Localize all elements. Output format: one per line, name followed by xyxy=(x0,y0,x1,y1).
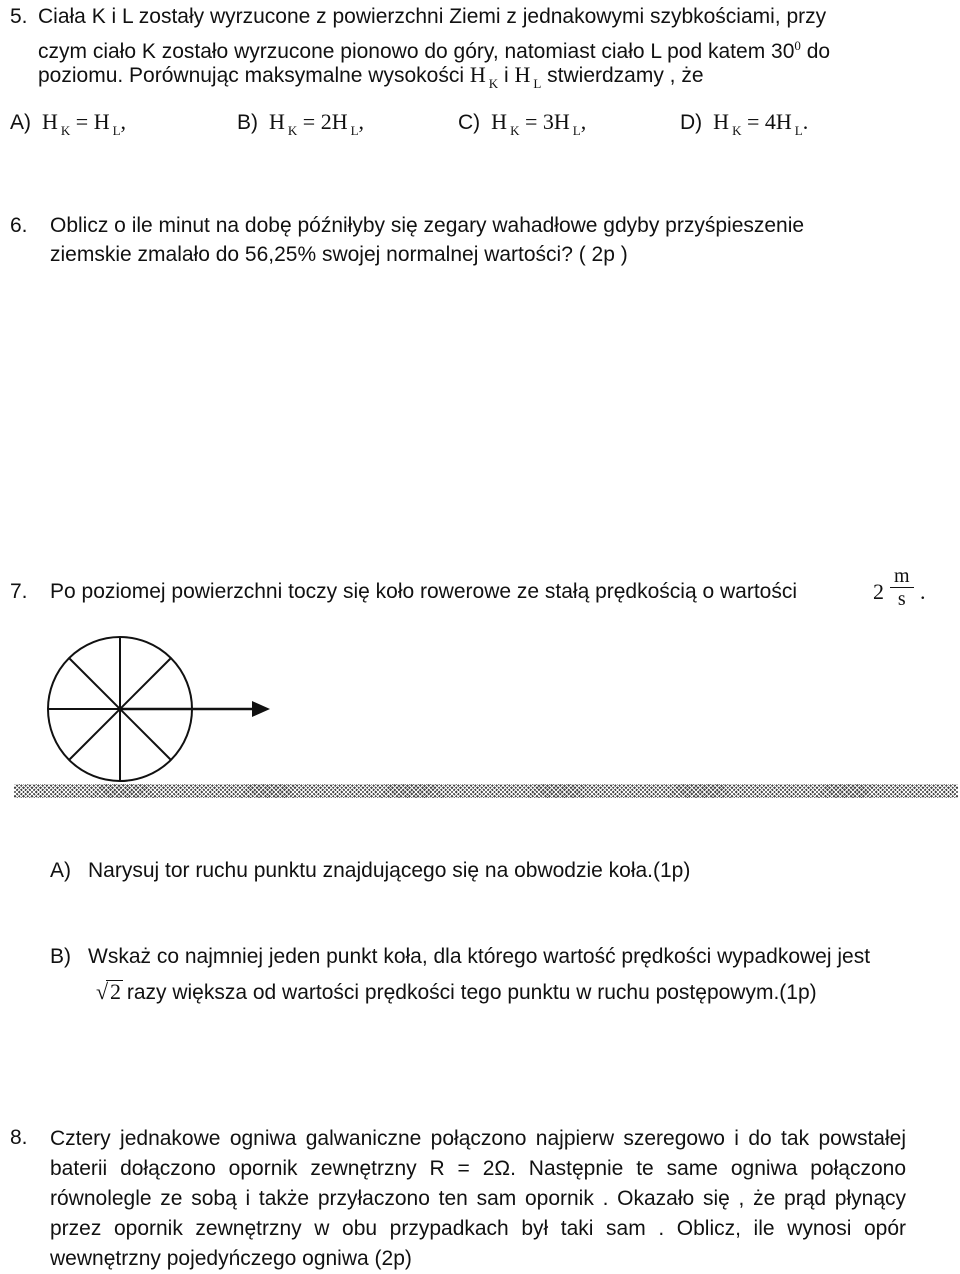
q7-partB-label: B) xyxy=(50,945,71,968)
hk-symbol: H $_K$ xyxy=(469,62,499,91)
q7-speed-unit xyxy=(890,565,914,610)
unit-denominator: s xyxy=(897,588,906,610)
q8-number: 8. xyxy=(10,1126,28,1149)
q5-option-b: B) H $_K$ = 2H $_L$, xyxy=(237,109,365,138)
velocity-arrow-head xyxy=(252,701,270,717)
q5-option-a: A) H $_K$ = H $_L$, xyxy=(10,109,127,138)
q6-line1: Oblicz o ile minut na dobę późniłyby się zegary wahadłowe gdyby przyśpieszenie xyxy=(50,214,805,237)
ground-surface xyxy=(14,784,958,798)
q8-text: Cztery jednakowe ogniwa galwaniczne połączono najpierw szeregowo i do tak powstałej baterii dołączono opornik zewnętrzny R = 2Ω. Następnie te same ogniwa połączono równolegle ze sobą i także przyłaczono ten sam opornik . Okazało się , że prąd płynący przez opornik zewnętrzny w obu przypadkach był taki sam . Oblicz, ile wynosi opór wewnętrzny pojedyńczego ogniwa (2p) xyxy=(50,1127,906,1270)
q7-partA-text: Narysuj tor ruchu punktu znajdującego się na obwodzie koła.(1p) xyxy=(88,859,691,882)
q5-number: 5. xyxy=(10,5,28,28)
q5-line1: Ciała K i L zostały wyrzucone z powierzchni Ziemi z jednakowymi szybkościami, przy xyxy=(38,5,827,28)
q6-line2: ziemskie zmalało do 56,25% swojej normalnej wartości? ( 2p ) xyxy=(50,243,628,266)
q7-speed-value: 2 xyxy=(873,579,884,604)
q5-line2: czym ciało K zostało wyrzucone pionowo do góry, natomiast ciało L pod katem $30^0$ do xyxy=(38,38,831,63)
wheel-diagram xyxy=(0,620,280,790)
sqrt-symbol: √ 2 xyxy=(96,979,121,1004)
q7-partB-line1: Wskaż co najmniej jeden punkt koła, dla którego wartość prędkości wypadkowej jest xyxy=(88,945,871,968)
degree-superscript: 0 xyxy=(794,38,801,53)
q6-number: 6. xyxy=(10,214,28,237)
q5-option-c: C) H $_K$ = 3H $_L$, xyxy=(458,109,587,138)
q7-text: Po poziomej powierzchni toczy się koło rowerowe ze stałą prędkością o wartości xyxy=(50,580,797,603)
q7-number: 7. xyxy=(10,580,28,603)
unit-numerator: m xyxy=(890,565,914,588)
q7-period: . xyxy=(920,579,926,604)
q7-partA-label: A) xyxy=(50,859,71,882)
q5-option-d: D) H $_K$ = 4H $_L$. xyxy=(680,109,809,138)
q7-partB-line2: √ 2 razy większa od wartości prędkości tego punktu w ruchu postępowym.(1p) xyxy=(96,979,817,1004)
hl-symbol: H $_L$ xyxy=(514,62,542,91)
q5-line3: poziomu. Porównując maksymalne wysokości H $_K$ i H $_L$ stwierdzamy , że xyxy=(38,62,704,91)
